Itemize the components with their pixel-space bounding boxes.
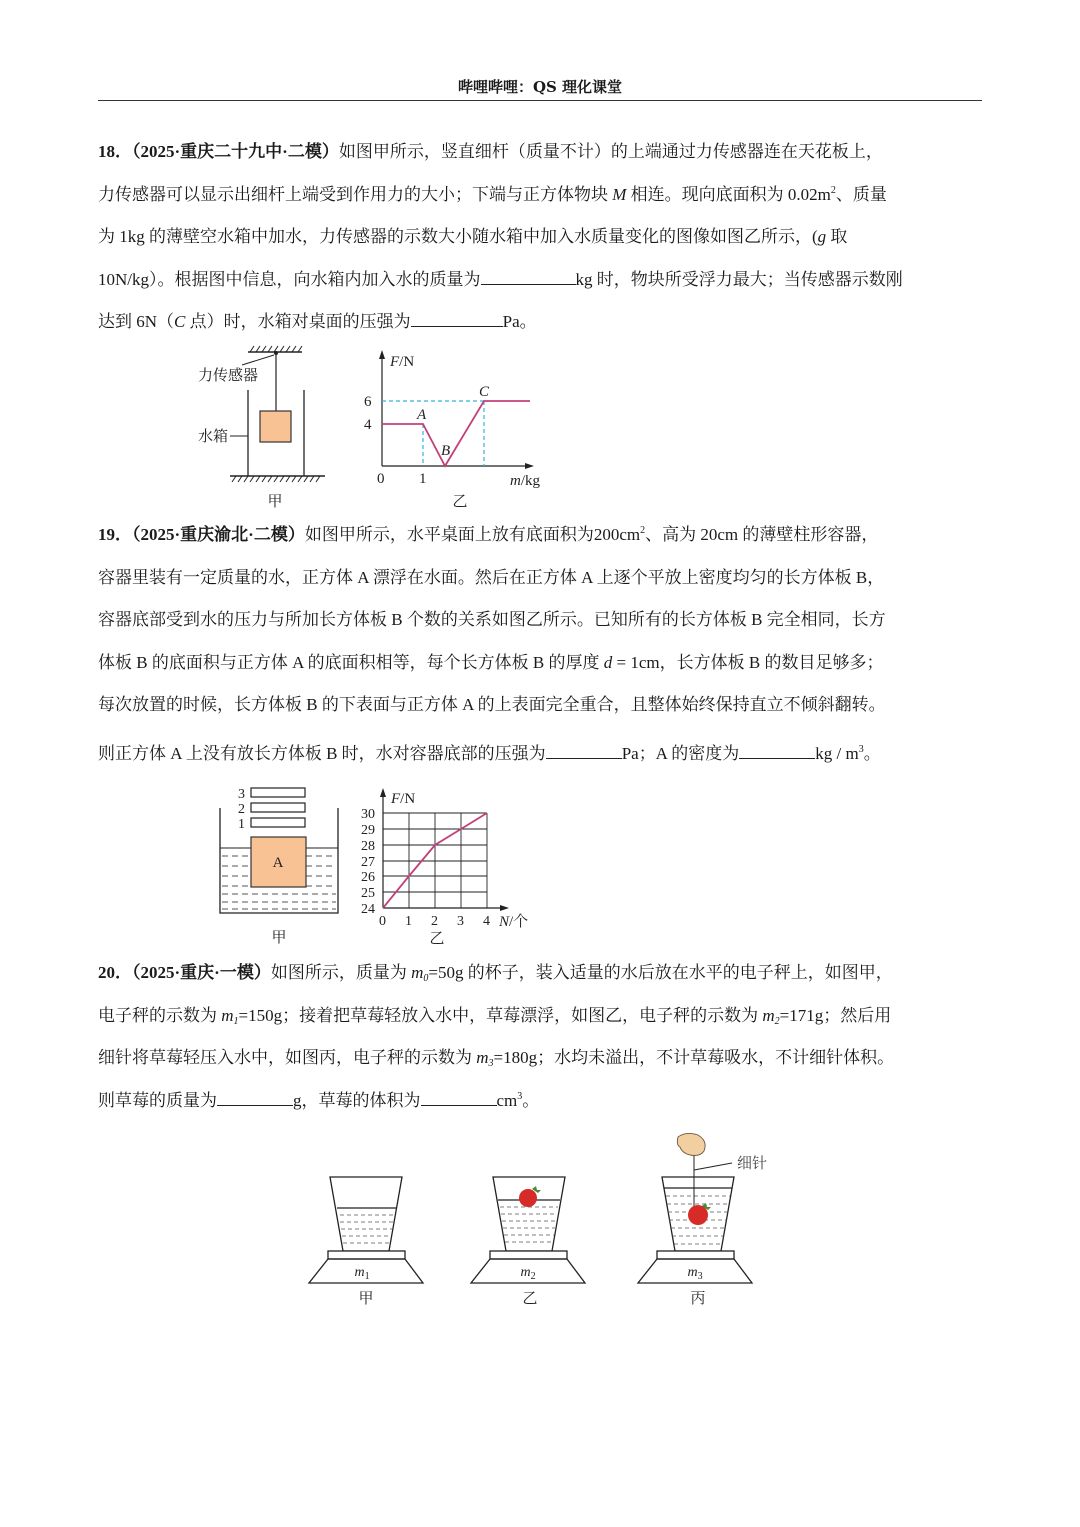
x-axis-label: N/个 xyxy=(499,914,529,930)
figure-caption: 甲 xyxy=(267,494,283,510)
header-divider xyxy=(98,100,982,101)
svg-text:0: 0 xyxy=(379,914,386,929)
x-ticks xyxy=(379,914,490,929)
question-source: （2025·重庆渝北·二模） xyxy=(132,525,305,544)
tick-6: 6 xyxy=(364,394,372,410)
y-ticks xyxy=(361,807,375,917)
cube-label: A xyxy=(272,855,284,871)
question-source: （2025·重庆二十九中·二模） xyxy=(132,142,339,161)
svg-text:1: 1 xyxy=(405,914,412,929)
superscript: 3 xyxy=(517,1090,523,1102)
hand-icon xyxy=(677,1133,705,1155)
svg-text:4: 4 xyxy=(483,914,490,929)
variable-C: C xyxy=(174,312,186,331)
needle-label: 细针 xyxy=(737,1156,768,1172)
q18-text: 点）时，水箱对桌面的压强为 xyxy=(185,312,411,331)
tick-0: 0 xyxy=(377,471,385,487)
figure-caption: 丙 xyxy=(690,1291,706,1307)
answer-blank-mass[interactable] xyxy=(481,266,576,285)
figure-caption: 乙 xyxy=(452,494,468,510)
q18-text: Pa。 xyxy=(502,312,537,331)
q19-line-5: 每次放置的时候，长方体板 B 的下表面与正方体 A 的上表面完全重合，且整体始终保持直立不倾斜翻转。 xyxy=(98,695,886,714)
sensor-label: 力传感器 xyxy=(198,368,259,384)
variable-d: d xyxy=(603,652,613,672)
q19-line-6 xyxy=(98,733,986,776)
q18-text: 取 xyxy=(826,227,848,246)
figure-yi xyxy=(471,1177,585,1307)
q20-line-3 xyxy=(98,1037,986,1080)
variable-g: g xyxy=(817,227,827,246)
svg-text:24: 24 xyxy=(361,902,375,917)
q18-text: 10N/kg）。根据图中信息，向水箱内加入水的质量为 xyxy=(98,269,481,289)
q20-text: 则草莓的质量为 xyxy=(98,1090,217,1110)
q20-line-2 xyxy=(98,995,986,1038)
q20-text: =150g；接着把草莓轻放入水中，草莓漂浮，如图乙，电子秤的示数为 xyxy=(238,1005,763,1025)
plate-2 xyxy=(251,803,305,812)
q19-line-2: 容器里装有一定质量的水，正方体 A 漂浮在水面。然后在正方体 A 上逐个平放上密度均匀的长方体板 B， xyxy=(98,567,885,587)
q18-line-2 xyxy=(98,174,986,217)
q18-text: kg 时，物块所受浮力最大；当传感器示数刚 xyxy=(575,269,903,289)
q20-text: =171g；然后用 xyxy=(779,1005,892,1025)
q20-figures xyxy=(300,1125,790,1315)
tank-label: 水箱 xyxy=(198,429,229,445)
q18-line-3 xyxy=(98,216,986,259)
q19-figure-graph xyxy=(355,780,545,950)
answer-blank-density[interactable] xyxy=(739,740,815,759)
y-axis-label: F/N xyxy=(390,354,415,370)
figure-caption: 乙 xyxy=(429,931,445,947)
q19-text: 则正方体 A 上没有放长方体板 B 时，水对容器底部的压强为 xyxy=(98,743,546,763)
figure-jia xyxy=(309,1177,423,1307)
q19-text: 、高为 20cm 的薄壁柱形容器， xyxy=(645,525,879,544)
variable-M: M xyxy=(612,184,627,204)
q19-text: kg / m xyxy=(815,743,859,763)
scale-reading: $m_1$ xyxy=(354,1265,370,1282)
point-C: C xyxy=(479,384,490,400)
superscript: 3 xyxy=(858,743,864,755)
superscript: 2 xyxy=(640,525,646,536)
plate-label: 2 xyxy=(238,802,245,817)
subscript: 3 xyxy=(488,1058,494,1069)
variable-m: m xyxy=(221,1005,234,1025)
strawberry xyxy=(519,1189,537,1207)
svg-text:2: 2 xyxy=(431,914,438,929)
svg-text:28: 28 xyxy=(361,839,375,854)
q20-text: 电子秤的示数为 xyxy=(98,1005,222,1025)
plate-1 xyxy=(251,818,305,827)
q20-text: =50g 的杯子，装入适量的水后放在水平的电子秤上，如图甲， xyxy=(428,963,893,982)
q18-text: 如图甲所示，竖直细杆（质量不计）的上端通过力传感器连在天花板上， xyxy=(338,142,883,161)
point-B: B xyxy=(441,443,451,459)
plate-label: 3 xyxy=(238,787,245,802)
answer-blank-mass[interactable] xyxy=(217,1087,293,1106)
question-number: 20． xyxy=(98,963,132,982)
q20-line-1 xyxy=(98,952,986,995)
svg-text:26: 26 xyxy=(361,870,375,885)
question-source: （2025·重庆·一模） xyxy=(132,963,271,982)
x-axis-label: m/kg xyxy=(510,473,541,489)
subscript: 2 xyxy=(774,1015,780,1027)
q18-text: 力传感器可以显示出细杆上端受到作用力的大小；下端与正方体物块 xyxy=(98,184,613,204)
cube-M xyxy=(260,411,291,442)
superscript: 2 xyxy=(830,184,836,196)
svg-text:27: 27 xyxy=(361,855,375,870)
q18-line-4 xyxy=(98,259,986,302)
point-A: A xyxy=(417,407,427,423)
figure-caption: 乙 xyxy=(522,1291,538,1307)
q19-text: = 1cm，长方体板 B 的数目足够多； xyxy=(612,652,884,672)
q19-line-3: 容器底部受到水的压力与所加长方体板 B 个数的关系如图乙所示。已知所有的长方体板 B 完全相同，长方 xyxy=(98,610,886,629)
q19-figure-container xyxy=(200,780,360,950)
q20-text: 细针将草莓轻压入水中，如图丙，电子秤的示数为 xyxy=(98,1048,477,1067)
page-header: 哔哩哔哩：QS 理化课堂 xyxy=(457,78,623,96)
answer-blank-pressure[interactable] xyxy=(411,308,503,327)
scale-reading: $m_3$ xyxy=(687,1265,703,1282)
figure-caption: 甲 xyxy=(358,1291,374,1307)
q18-figure-graph xyxy=(360,340,560,515)
q19-text: 200cm xyxy=(593,525,641,544)
y-axis-label: F/N xyxy=(391,791,416,807)
q18-text: 相连。现向底面积为 0.02m xyxy=(626,184,831,204)
svg-text:25: 25 xyxy=(361,886,375,901)
tick-1: 1 xyxy=(419,471,427,487)
force-curve xyxy=(382,401,530,466)
q20-line-4 xyxy=(98,1080,986,1123)
variable-m: m xyxy=(762,1005,775,1025)
q20-text: =180g；水均未溢出，不计草莓吸水，不计细针体积。 xyxy=(493,1048,895,1067)
q18-text: 、质量 xyxy=(835,184,887,204)
question-number: 18． xyxy=(98,142,132,161)
q19-text: Pa；A 的密度为 xyxy=(621,743,740,763)
question-number: 19． xyxy=(98,525,132,544)
subscript: 1 xyxy=(233,1015,239,1027)
scale-reading: $m_2$ xyxy=(520,1265,536,1282)
variable-m: m xyxy=(476,1048,489,1067)
q20-text: 。 xyxy=(522,1090,540,1110)
q19-text: 如图甲所示，水平桌面上放有底面积为 xyxy=(304,525,594,544)
q18-text: 为 1kg 的薄壁空水箱中加水，力传感器的示数大小随水箱中加入水质量变化的图像如图乙所示，( xyxy=(98,227,818,246)
q20-text: cm xyxy=(496,1090,518,1110)
svg-text:30: 30 xyxy=(361,807,375,822)
figure-bing xyxy=(638,1133,767,1307)
q19-text: 。 xyxy=(863,743,881,763)
svg-text:3: 3 xyxy=(457,914,464,929)
answer-blank-volume[interactable] xyxy=(421,1087,497,1106)
q18-text: 达到 6N（ xyxy=(98,312,175,331)
svg-text:29: 29 xyxy=(361,823,375,838)
q18-line-5 xyxy=(98,301,986,344)
q19-line-4 xyxy=(98,642,986,685)
q20-text: 如图所示，质量为 xyxy=(270,963,412,982)
variable-m: m xyxy=(411,963,424,982)
question-18 xyxy=(98,131,986,344)
tick-4: 4 xyxy=(364,417,372,433)
q18-line-1 xyxy=(98,131,986,174)
question-19 xyxy=(98,514,986,775)
q19-line-1 xyxy=(98,514,986,557)
plate-label: 1 xyxy=(238,817,245,832)
q19-text: 体板 B 的底面积与正方体 A 的底面积相等，每个长方体板 B 的厚度 xyxy=(98,652,604,672)
question-20 xyxy=(98,952,986,1122)
q20-text: g，草莓的体积为 xyxy=(293,1090,421,1110)
plate-3 xyxy=(251,788,305,797)
answer-blank-pressure[interactable] xyxy=(546,740,622,759)
subscript: 0 xyxy=(423,973,429,984)
q18-figure-apparatus xyxy=(190,340,360,515)
figure-caption: 甲 xyxy=(271,930,287,946)
